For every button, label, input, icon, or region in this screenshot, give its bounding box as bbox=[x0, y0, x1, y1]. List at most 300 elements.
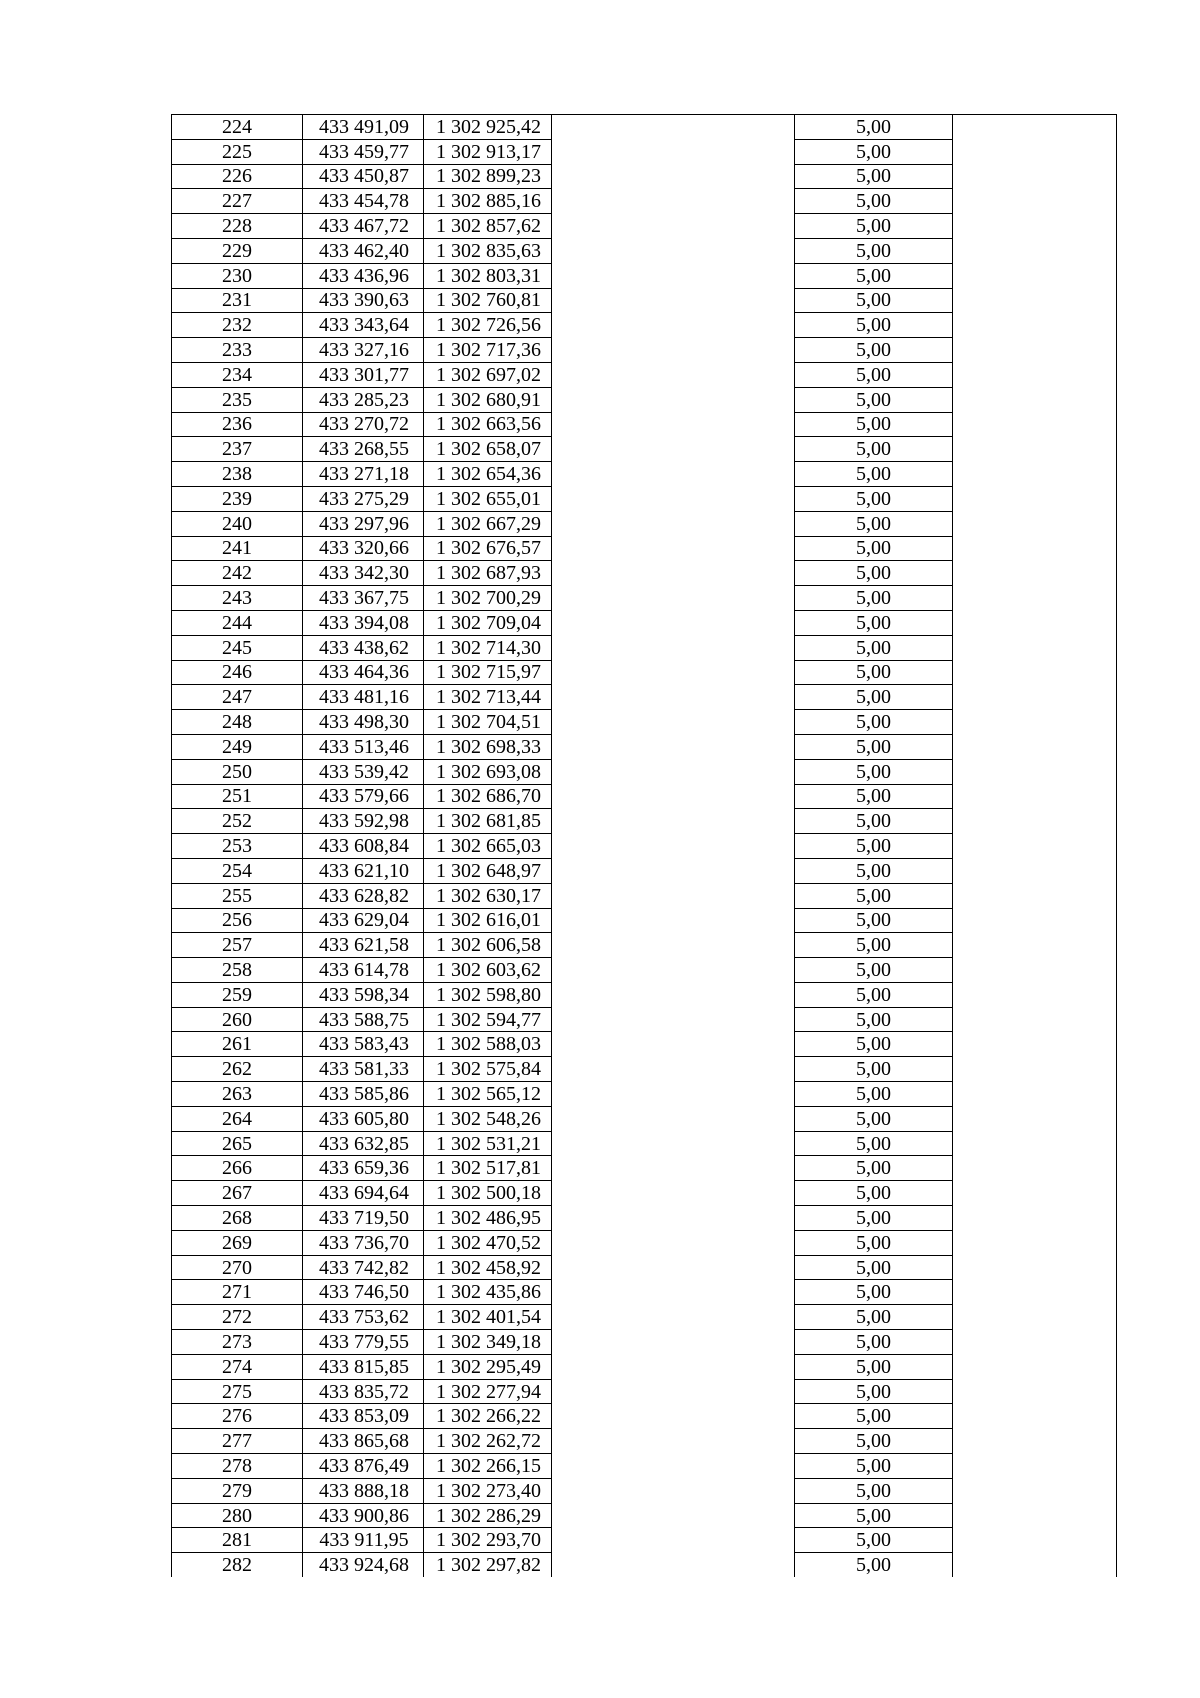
point-number-cell: 244 bbox=[172, 610, 303, 635]
empty-cell bbox=[552, 164, 795, 189]
y-coordinate-cell: 1 302 667,29 bbox=[424, 511, 552, 536]
accuracy-value-cell: 5,00 bbox=[795, 635, 953, 660]
accuracy-value-cell: 5,00 bbox=[795, 908, 953, 933]
accuracy-value-cell: 5,00 bbox=[795, 982, 953, 1007]
accuracy-value-cell: 5,00 bbox=[795, 362, 953, 387]
empty-cell bbox=[953, 511, 1117, 536]
table-row bbox=[172, 710, 1117, 735]
table-row bbox=[172, 883, 1117, 908]
x-coordinate-cell: 433 876,49 bbox=[303, 1454, 424, 1479]
coordinate-table-body bbox=[172, 115, 1117, 1578]
empty-cell bbox=[552, 1007, 795, 1032]
point-number-cell: 253 bbox=[172, 834, 303, 859]
empty-cell bbox=[953, 908, 1117, 933]
y-coordinate-cell: 1 302 899,23 bbox=[424, 164, 552, 189]
table-row bbox=[172, 1082, 1117, 1107]
x-coordinate-cell: 433 268,55 bbox=[303, 437, 424, 462]
y-coordinate-cell: 1 302 648,97 bbox=[424, 858, 552, 883]
empty-cell bbox=[953, 486, 1117, 511]
accuracy-value-cell: 5,00 bbox=[795, 809, 953, 834]
x-coordinate-cell: 433 614,78 bbox=[303, 958, 424, 983]
accuracy-value-cell: 5,00 bbox=[795, 238, 953, 263]
y-coordinate-cell: 1 302 286,29 bbox=[424, 1503, 552, 1528]
table-row bbox=[172, 412, 1117, 437]
y-coordinate-cell: 1 302 517,81 bbox=[424, 1156, 552, 1181]
x-coordinate-cell: 433 320,66 bbox=[303, 536, 424, 561]
y-coordinate-cell: 1 302 603,62 bbox=[424, 958, 552, 983]
accuracy-value-cell: 5,00 bbox=[795, 437, 953, 462]
accuracy-value-cell: 5,00 bbox=[795, 834, 953, 859]
empty-cell bbox=[552, 908, 795, 933]
point-number-cell: 264 bbox=[172, 1106, 303, 1131]
empty-cell bbox=[953, 189, 1117, 214]
accuracy-value-cell: 5,00 bbox=[795, 1280, 953, 1305]
y-coordinate-cell: 1 302 500,18 bbox=[424, 1181, 552, 1206]
point-number-cell: 272 bbox=[172, 1305, 303, 1330]
empty-cell bbox=[552, 809, 795, 834]
empty-cell bbox=[552, 1106, 795, 1131]
point-number-cell: 246 bbox=[172, 660, 303, 685]
point-number-cell: 259 bbox=[172, 982, 303, 1007]
y-coordinate-cell: 1 302 687,93 bbox=[424, 561, 552, 586]
empty-cell bbox=[953, 1057, 1117, 1082]
table-row bbox=[172, 1429, 1117, 1454]
empty-cell bbox=[552, 1379, 795, 1404]
x-coordinate-cell: 433 498,30 bbox=[303, 710, 424, 735]
table-row bbox=[172, 511, 1117, 536]
x-coordinate-cell: 433 459,77 bbox=[303, 139, 424, 164]
point-number-cell: 234 bbox=[172, 362, 303, 387]
point-number-cell: 252 bbox=[172, 809, 303, 834]
y-coordinate-cell: 1 302 630,17 bbox=[424, 883, 552, 908]
empty-cell bbox=[953, 1181, 1117, 1206]
y-coordinate-cell: 1 302 704,51 bbox=[424, 710, 552, 735]
empty-cell bbox=[953, 1007, 1117, 1032]
point-number-cell: 235 bbox=[172, 387, 303, 412]
table-row bbox=[172, 933, 1117, 958]
x-coordinate-cell: 433 539,42 bbox=[303, 759, 424, 784]
x-coordinate-cell: 433 454,78 bbox=[303, 189, 424, 214]
empty-cell bbox=[953, 982, 1117, 1007]
table-row bbox=[172, 635, 1117, 660]
accuracy-value-cell: 5,00 bbox=[795, 610, 953, 635]
empty-cell bbox=[953, 561, 1117, 586]
accuracy-value-cell: 5,00 bbox=[795, 1131, 953, 1156]
empty-cell bbox=[552, 784, 795, 809]
empty-cell bbox=[552, 1454, 795, 1479]
x-coordinate-cell: 433 742,82 bbox=[303, 1255, 424, 1280]
table-row bbox=[172, 1330, 1117, 1355]
empty-cell bbox=[552, 685, 795, 710]
empty-cell bbox=[552, 958, 795, 983]
point-number-cell: 270 bbox=[172, 1255, 303, 1280]
y-coordinate-cell: 1 302 803,31 bbox=[424, 263, 552, 288]
accuracy-value-cell: 5,00 bbox=[795, 263, 953, 288]
y-coordinate-cell: 1 302 565,12 bbox=[424, 1082, 552, 1107]
empty-cell bbox=[953, 1230, 1117, 1255]
x-coordinate-cell: 433 367,75 bbox=[303, 586, 424, 611]
empty-cell bbox=[953, 710, 1117, 735]
empty-cell bbox=[953, 313, 1117, 338]
table-row bbox=[172, 982, 1117, 1007]
table-row bbox=[172, 164, 1117, 189]
x-coordinate-cell: 433 450,87 bbox=[303, 164, 424, 189]
accuracy-value-cell: 5,00 bbox=[795, 1478, 953, 1503]
empty-cell bbox=[953, 115, 1117, 140]
x-coordinate-cell: 433 621,58 bbox=[303, 933, 424, 958]
x-coordinate-cell: 433 464,36 bbox=[303, 660, 424, 685]
y-coordinate-cell: 1 302 681,85 bbox=[424, 809, 552, 834]
accuracy-value-cell: 5,00 bbox=[795, 1007, 953, 1032]
table-row bbox=[172, 685, 1117, 710]
table-row bbox=[172, 1032, 1117, 1057]
x-coordinate-cell: 433 285,23 bbox=[303, 387, 424, 412]
x-coordinate-cell: 433 598,34 bbox=[303, 982, 424, 1007]
empty-cell bbox=[953, 1255, 1117, 1280]
empty-cell bbox=[552, 561, 795, 586]
table-row bbox=[172, 586, 1117, 611]
point-number-cell: 239 bbox=[172, 486, 303, 511]
table-row bbox=[172, 784, 1117, 809]
empty-cell bbox=[953, 362, 1117, 387]
table-row bbox=[172, 1478, 1117, 1503]
empty-cell bbox=[953, 1478, 1117, 1503]
empty-cell bbox=[953, 1131, 1117, 1156]
point-number-cell: 231 bbox=[172, 288, 303, 313]
accuracy-value-cell: 5,00 bbox=[795, 1206, 953, 1231]
accuracy-value-cell: 5,00 bbox=[795, 1181, 953, 1206]
table-row bbox=[172, 958, 1117, 983]
point-number-cell: 224 bbox=[172, 115, 303, 140]
accuracy-value-cell: 5,00 bbox=[795, 412, 953, 437]
point-number-cell: 265 bbox=[172, 1131, 303, 1156]
point-number-cell: 258 bbox=[172, 958, 303, 983]
x-coordinate-cell: 433 297,96 bbox=[303, 511, 424, 536]
point-number-cell: 227 bbox=[172, 189, 303, 214]
x-coordinate-cell: 433 628,82 bbox=[303, 883, 424, 908]
table-row bbox=[172, 1057, 1117, 1082]
table-row bbox=[172, 288, 1117, 313]
table-row bbox=[172, 1007, 1117, 1032]
point-number-cell: 279 bbox=[172, 1478, 303, 1503]
empty-cell bbox=[552, 858, 795, 883]
table-row bbox=[172, 139, 1117, 164]
empty-cell bbox=[953, 387, 1117, 412]
point-number-cell: 251 bbox=[172, 784, 303, 809]
empty-cell bbox=[953, 734, 1117, 759]
x-coordinate-cell: 433 467,72 bbox=[303, 214, 424, 239]
empty-cell bbox=[953, 1379, 1117, 1404]
y-coordinate-cell: 1 302 486,95 bbox=[424, 1206, 552, 1231]
y-coordinate-cell: 1 302 548,26 bbox=[424, 1106, 552, 1131]
y-coordinate-cell: 1 302 925,42 bbox=[424, 115, 552, 140]
empty-cell bbox=[953, 635, 1117, 660]
point-number-cell: 250 bbox=[172, 759, 303, 784]
accuracy-value-cell: 5,00 bbox=[795, 1528, 953, 1553]
y-coordinate-cell: 1 302 654,36 bbox=[424, 462, 552, 487]
empty-cell bbox=[953, 164, 1117, 189]
empty-cell bbox=[552, 1082, 795, 1107]
empty-cell bbox=[552, 1528, 795, 1553]
empty-cell bbox=[953, 1553, 1117, 1577]
point-number-cell: 233 bbox=[172, 338, 303, 363]
accuracy-value-cell: 5,00 bbox=[795, 1305, 953, 1330]
table-row bbox=[172, 238, 1117, 263]
x-coordinate-cell: 433 835,72 bbox=[303, 1379, 424, 1404]
x-coordinate-cell: 433 779,55 bbox=[303, 1330, 424, 1355]
x-coordinate-cell: 433 390,63 bbox=[303, 288, 424, 313]
table-row bbox=[172, 536, 1117, 561]
accuracy-value-cell: 5,00 bbox=[795, 858, 953, 883]
empty-cell bbox=[552, 1206, 795, 1231]
x-coordinate-cell: 433 481,16 bbox=[303, 685, 424, 710]
empty-cell bbox=[552, 486, 795, 511]
empty-cell bbox=[953, 1528, 1117, 1553]
empty-cell bbox=[953, 883, 1117, 908]
point-number-cell: 271 bbox=[172, 1280, 303, 1305]
table-row bbox=[172, 1379, 1117, 1404]
table-row bbox=[172, 1528, 1117, 1553]
table-row bbox=[172, 1305, 1117, 1330]
point-number-cell: 260 bbox=[172, 1007, 303, 1032]
empty-cell bbox=[953, 759, 1117, 784]
x-coordinate-cell: 433 271,18 bbox=[303, 462, 424, 487]
x-coordinate-cell: 433 342,30 bbox=[303, 561, 424, 586]
accuracy-value-cell: 5,00 bbox=[795, 288, 953, 313]
table-row bbox=[172, 214, 1117, 239]
x-coordinate-cell: 433 605,80 bbox=[303, 1106, 424, 1131]
table-row bbox=[172, 1131, 1117, 1156]
y-coordinate-cell: 1 302 266,15 bbox=[424, 1454, 552, 1479]
empty-cell bbox=[953, 1106, 1117, 1131]
y-coordinate-cell: 1 302 913,17 bbox=[424, 139, 552, 164]
table-row bbox=[172, 1230, 1117, 1255]
empty-cell bbox=[552, 238, 795, 263]
table-row bbox=[172, 561, 1117, 586]
empty-cell bbox=[953, 1206, 1117, 1231]
accuracy-value-cell: 5,00 bbox=[795, 958, 953, 983]
point-number-cell: 257 bbox=[172, 933, 303, 958]
empty-cell bbox=[953, 1429, 1117, 1454]
empty-cell bbox=[552, 759, 795, 784]
empty-cell bbox=[552, 982, 795, 1007]
y-coordinate-cell: 1 302 709,04 bbox=[424, 610, 552, 635]
accuracy-value-cell: 5,00 bbox=[795, 710, 953, 735]
empty-cell bbox=[552, 214, 795, 239]
x-coordinate-cell: 433 513,46 bbox=[303, 734, 424, 759]
empty-cell bbox=[552, 1404, 795, 1429]
table-row bbox=[172, 610, 1117, 635]
empty-cell bbox=[953, 809, 1117, 834]
empty-cell bbox=[953, 1280, 1117, 1305]
empty-cell bbox=[953, 1082, 1117, 1107]
point-number-cell: 228 bbox=[172, 214, 303, 239]
y-coordinate-cell: 1 302 655,01 bbox=[424, 486, 552, 511]
accuracy-value-cell: 5,00 bbox=[795, 338, 953, 363]
y-coordinate-cell: 1 302 266,22 bbox=[424, 1404, 552, 1429]
accuracy-value-cell: 5,00 bbox=[795, 462, 953, 487]
empty-cell bbox=[552, 139, 795, 164]
point-number-cell: 232 bbox=[172, 313, 303, 338]
point-number-cell: 276 bbox=[172, 1404, 303, 1429]
y-coordinate-cell: 1 302 663,56 bbox=[424, 412, 552, 437]
table-row bbox=[172, 338, 1117, 363]
table-row bbox=[172, 387, 1117, 412]
accuracy-value-cell: 5,00 bbox=[795, 734, 953, 759]
point-number-cell: 278 bbox=[172, 1454, 303, 1479]
y-coordinate-cell: 1 302 531,21 bbox=[424, 1131, 552, 1156]
empty-cell bbox=[552, 511, 795, 536]
table-row bbox=[172, 858, 1117, 883]
y-coordinate-cell: 1 302 401,54 bbox=[424, 1305, 552, 1330]
table-row bbox=[172, 759, 1117, 784]
table-row bbox=[172, 660, 1117, 685]
table-row bbox=[172, 437, 1117, 462]
empty-cell bbox=[552, 1057, 795, 1082]
empty-cell bbox=[552, 635, 795, 660]
point-number-cell: 282 bbox=[172, 1553, 303, 1577]
empty-cell bbox=[552, 462, 795, 487]
empty-cell bbox=[552, 387, 795, 412]
empty-cell bbox=[552, 1032, 795, 1057]
empty-cell bbox=[953, 462, 1117, 487]
empty-cell bbox=[552, 660, 795, 685]
x-coordinate-cell: 433 865,68 bbox=[303, 1429, 424, 1454]
y-coordinate-cell: 1 302 606,58 bbox=[424, 933, 552, 958]
table-row bbox=[172, 263, 1117, 288]
empty-cell bbox=[552, 1553, 795, 1577]
x-coordinate-cell: 433 900,86 bbox=[303, 1503, 424, 1528]
point-number-cell: 261 bbox=[172, 1032, 303, 1057]
table-row bbox=[172, 1454, 1117, 1479]
x-coordinate-cell: 433 327,16 bbox=[303, 338, 424, 363]
table-row bbox=[172, 189, 1117, 214]
empty-cell bbox=[552, 263, 795, 288]
point-number-cell: 230 bbox=[172, 263, 303, 288]
empty-cell bbox=[552, 1330, 795, 1355]
y-coordinate-cell: 1 302 698,33 bbox=[424, 734, 552, 759]
accuracy-value-cell: 5,00 bbox=[795, 784, 953, 809]
empty-cell bbox=[552, 362, 795, 387]
empty-cell bbox=[552, 1354, 795, 1379]
y-coordinate-cell: 1 302 470,52 bbox=[424, 1230, 552, 1255]
y-coordinate-cell: 1 302 714,30 bbox=[424, 635, 552, 660]
point-number-cell: 281 bbox=[172, 1528, 303, 1553]
point-number-cell: 238 bbox=[172, 462, 303, 487]
empty-cell bbox=[552, 288, 795, 313]
empty-cell bbox=[552, 710, 795, 735]
y-coordinate-cell: 1 302 760,81 bbox=[424, 288, 552, 313]
table-row bbox=[172, 834, 1117, 859]
x-coordinate-cell: 433 270,72 bbox=[303, 412, 424, 437]
y-coordinate-cell: 1 302 295,49 bbox=[424, 1354, 552, 1379]
y-coordinate-cell: 1 302 693,08 bbox=[424, 759, 552, 784]
point-number-cell: 240 bbox=[172, 511, 303, 536]
accuracy-value-cell: 5,00 bbox=[795, 387, 953, 412]
accuracy-value-cell: 5,00 bbox=[795, 115, 953, 140]
x-coordinate-cell: 433 659,36 bbox=[303, 1156, 424, 1181]
point-number-cell: 248 bbox=[172, 710, 303, 735]
table-row bbox=[172, 362, 1117, 387]
y-coordinate-cell: 1 302 262,72 bbox=[424, 1429, 552, 1454]
table-row bbox=[172, 734, 1117, 759]
y-coordinate-cell: 1 302 835,63 bbox=[424, 238, 552, 263]
empty-cell bbox=[552, 883, 795, 908]
accuracy-value-cell: 5,00 bbox=[795, 1454, 953, 1479]
y-coordinate-cell: 1 302 588,03 bbox=[424, 1032, 552, 1057]
empty-cell bbox=[953, 834, 1117, 859]
accuracy-value-cell: 5,00 bbox=[795, 1404, 953, 1429]
point-number-cell: 226 bbox=[172, 164, 303, 189]
y-coordinate-cell: 1 302 273,40 bbox=[424, 1478, 552, 1503]
x-coordinate-cell: 433 621,10 bbox=[303, 858, 424, 883]
empty-cell bbox=[552, 1429, 795, 1454]
empty-cell bbox=[953, 338, 1117, 363]
empty-cell bbox=[953, 660, 1117, 685]
empty-cell bbox=[953, 610, 1117, 635]
point-number-cell: 225 bbox=[172, 139, 303, 164]
empty-cell bbox=[552, 586, 795, 611]
table-row bbox=[172, 462, 1117, 487]
x-coordinate-cell: 433 394,08 bbox=[303, 610, 424, 635]
x-coordinate-cell: 433 275,29 bbox=[303, 486, 424, 511]
x-coordinate-cell: 433 436,96 bbox=[303, 263, 424, 288]
empty-cell bbox=[953, 1156, 1117, 1181]
point-number-cell: 273 bbox=[172, 1330, 303, 1355]
y-coordinate-cell: 1 302 665,03 bbox=[424, 834, 552, 859]
x-coordinate-cell: 433 694,64 bbox=[303, 1181, 424, 1206]
accuracy-value-cell: 5,00 bbox=[795, 536, 953, 561]
y-coordinate-cell: 1 302 277,94 bbox=[424, 1379, 552, 1404]
table-row bbox=[172, 1206, 1117, 1231]
point-number-cell: 263 bbox=[172, 1082, 303, 1107]
y-coordinate-cell: 1 302 700,29 bbox=[424, 586, 552, 611]
x-coordinate-cell: 433 592,98 bbox=[303, 809, 424, 834]
y-coordinate-cell: 1 302 297,82 bbox=[424, 1553, 552, 1577]
point-number-cell: 236 bbox=[172, 412, 303, 437]
accuracy-value-cell: 5,00 bbox=[795, 139, 953, 164]
point-number-cell: 255 bbox=[172, 883, 303, 908]
empty-cell bbox=[953, 1454, 1117, 1479]
y-coordinate-cell: 1 302 715,97 bbox=[424, 660, 552, 685]
x-coordinate-cell: 433 629,04 bbox=[303, 908, 424, 933]
accuracy-value-cell: 5,00 bbox=[795, 1354, 953, 1379]
point-number-cell: 266 bbox=[172, 1156, 303, 1181]
x-coordinate-cell: 433 853,09 bbox=[303, 1404, 424, 1429]
empty-cell bbox=[552, 1156, 795, 1181]
x-coordinate-cell: 433 608,84 bbox=[303, 834, 424, 859]
table-row bbox=[172, 1404, 1117, 1429]
x-coordinate-cell: 433 438,62 bbox=[303, 635, 424, 660]
empty-cell bbox=[953, 536, 1117, 561]
table-row bbox=[172, 313, 1117, 338]
table-row bbox=[172, 908, 1117, 933]
y-coordinate-cell: 1 302 575,84 bbox=[424, 1057, 552, 1082]
empty-cell bbox=[552, 734, 795, 759]
x-coordinate-cell: 433 719,50 bbox=[303, 1206, 424, 1231]
point-number-cell: 241 bbox=[172, 536, 303, 561]
empty-cell bbox=[552, 338, 795, 363]
y-coordinate-cell: 1 302 616,01 bbox=[424, 908, 552, 933]
point-number-cell: 267 bbox=[172, 1181, 303, 1206]
point-number-cell: 237 bbox=[172, 437, 303, 462]
x-coordinate-cell: 433 911,95 bbox=[303, 1528, 424, 1553]
table-row bbox=[172, 1156, 1117, 1181]
empty-cell bbox=[552, 1131, 795, 1156]
empty-cell bbox=[953, 586, 1117, 611]
point-number-cell: 254 bbox=[172, 858, 303, 883]
empty-cell bbox=[953, 238, 1117, 263]
